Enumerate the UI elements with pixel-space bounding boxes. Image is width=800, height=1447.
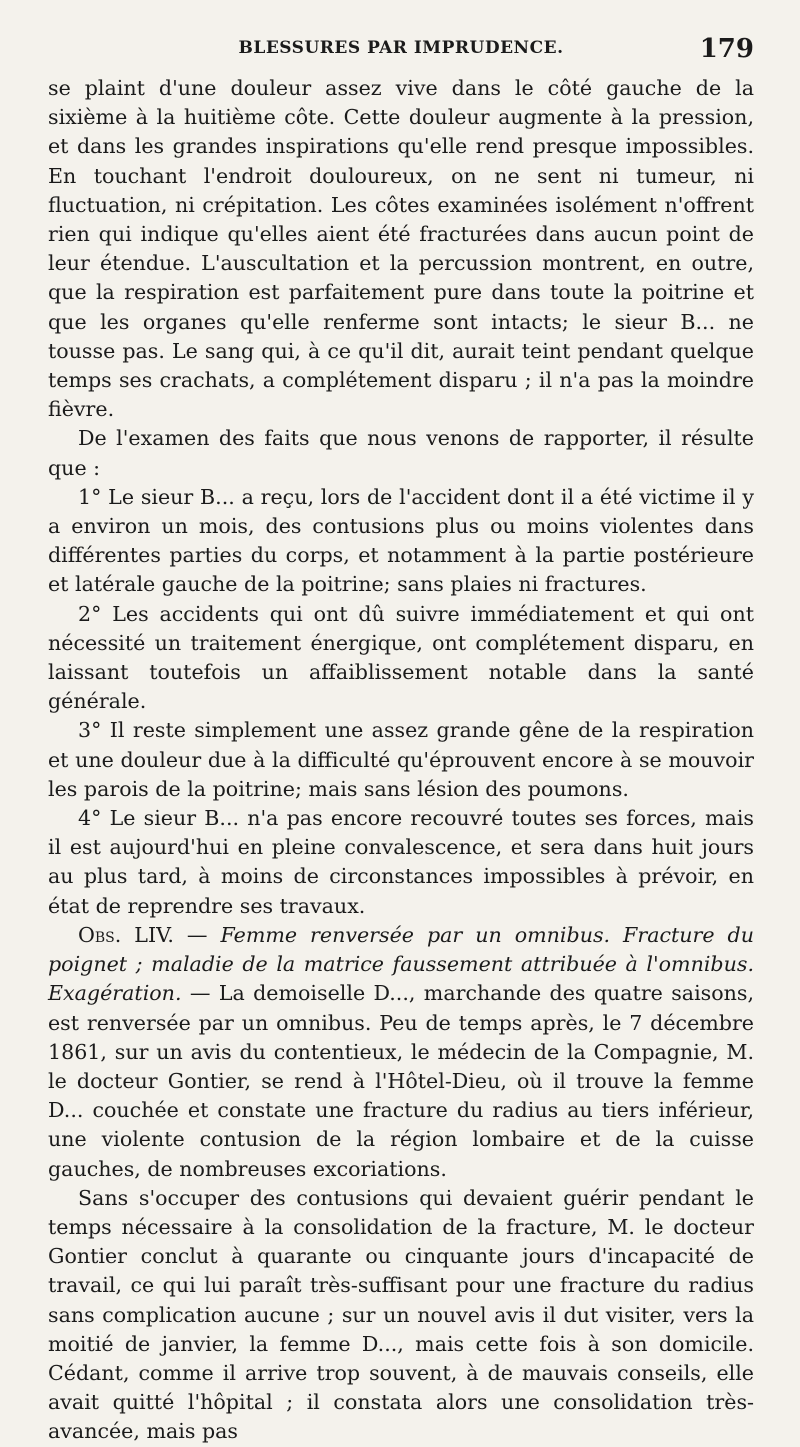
page-body [48,74,754,1447]
paragraph-point-4: 4° Le sieur B... n'a pas encore recouvré toutes ses forces, mais il est aujourd'hui en pleine convalescence, et sera dans huit jours au plus tard, à moins de circonstances impossibles à prévoir, en état de reprendre ses travaux. [48,806,754,918]
page-header [48,34,754,74]
running-title: BLESSURES PAR IMPRUDENCE. [238,38,564,58]
paragraph-point-2: 2° Les accidents qui ont dû suivre immédiatement et qui ont nécessité un traitement énergique, ont complétement disparu, en laissant toutefois un affaiblissement notable dans la santé générale. [48,601,754,714]
observation-dash: — [173,922,221,947]
paragraph-conclusion-intro: De l'examen des faits que nous venons de rapporter, il résulte que : [48,426,754,480]
paragraph-point-3: 3° Il reste simplement une assez grande gêne de la respiration et une douleur due à la difficulté qu'éprouvent encore à se mouvoir les parois de la poitrine; mais sans lésion des poumons. [48,718,754,801]
observation-title: Femme renversée par un omnibus. Fracture du poignet ; maladie de la matrice faussement attribuée à l'omnibus. Exagération. [48,922,755,1006]
paragraph-continued: se plaint d'une douleur assez vive dans le côté gauche de la sixième à la huitième côte. Cette douleur augmente à la pression, et dans les grandes inspirations qu'elle rend presque impossibles. En touchant l'endroit douloureux, on ne sent ni tumeur, ni fluctuation, ni crépitation. Les côtes examinées isolément n'offrent rien qui indique qu'elles aient été fracturées dans aucun point de leur étendue. L'auscultation et la percussion montrent, en outre, que la respiration est parfaitement pure dans toute la poitrine et que les organes qu'elle renferme sont intacts; le sieur B... ne tousse pas. Le sang qui, à ce qu'il dit, aurait teint pendant quelque temps ses crachats, a complétement disparu ; il n'a pas la moindre fièvre. [48,76,754,422]
paragraph-final: Sans s'occuper des contusions qui devaient guérir pendant le temps nécessaire à la consolidation de la fracture, M. le docteur Gontier conclut à quarante ou cinquante jours d'incapacité de travail, ce qui lui paraît très-suffisant pour une fracture du radius sans complication aucune ; sur un nouvel avis il dut visiter, vers la moitié de janvier, la femme D..., mais cette fois à son domicile. Cédant, comme il arrive trop souvent, à de mauvais conseils, elle avait quitté l'hôpital ; il constata alors une consolidation très-avancée, mais pas [48,1185,754,1444]
page-number: 179 [699,34,754,64]
observation-text: — La demoiselle D..., marchande des quatre saisons, est renversée par un omnibus. Peu de temps après, le 7 décembre 1861, sur un avis du contentieux, le médecin de la Compagnie, M. le docteur Gontier, se rend à l'Hôtel-Dieu, où il trouve la femme D... couchée et constate une fracture du radius au tiers inférieur, une violente contusion de la région lombaire et de la cuisse gauches, de nombreuses excoriations. [48,981,754,1181]
observation-paragraph [48,921,754,1184]
paragraph-point-1: 1° Le sieur B... a reçu, lors de l'accident dont il a été victime il y a environ un mois, des contusions plus ou moins violentes dans différentes parties du corps, et notamment à la partie postérieure et latérale gauche de la poitrine; sans plaies ni fractures. [48,484,754,597]
observation-label: Obs. LIV. [78,922,174,947]
